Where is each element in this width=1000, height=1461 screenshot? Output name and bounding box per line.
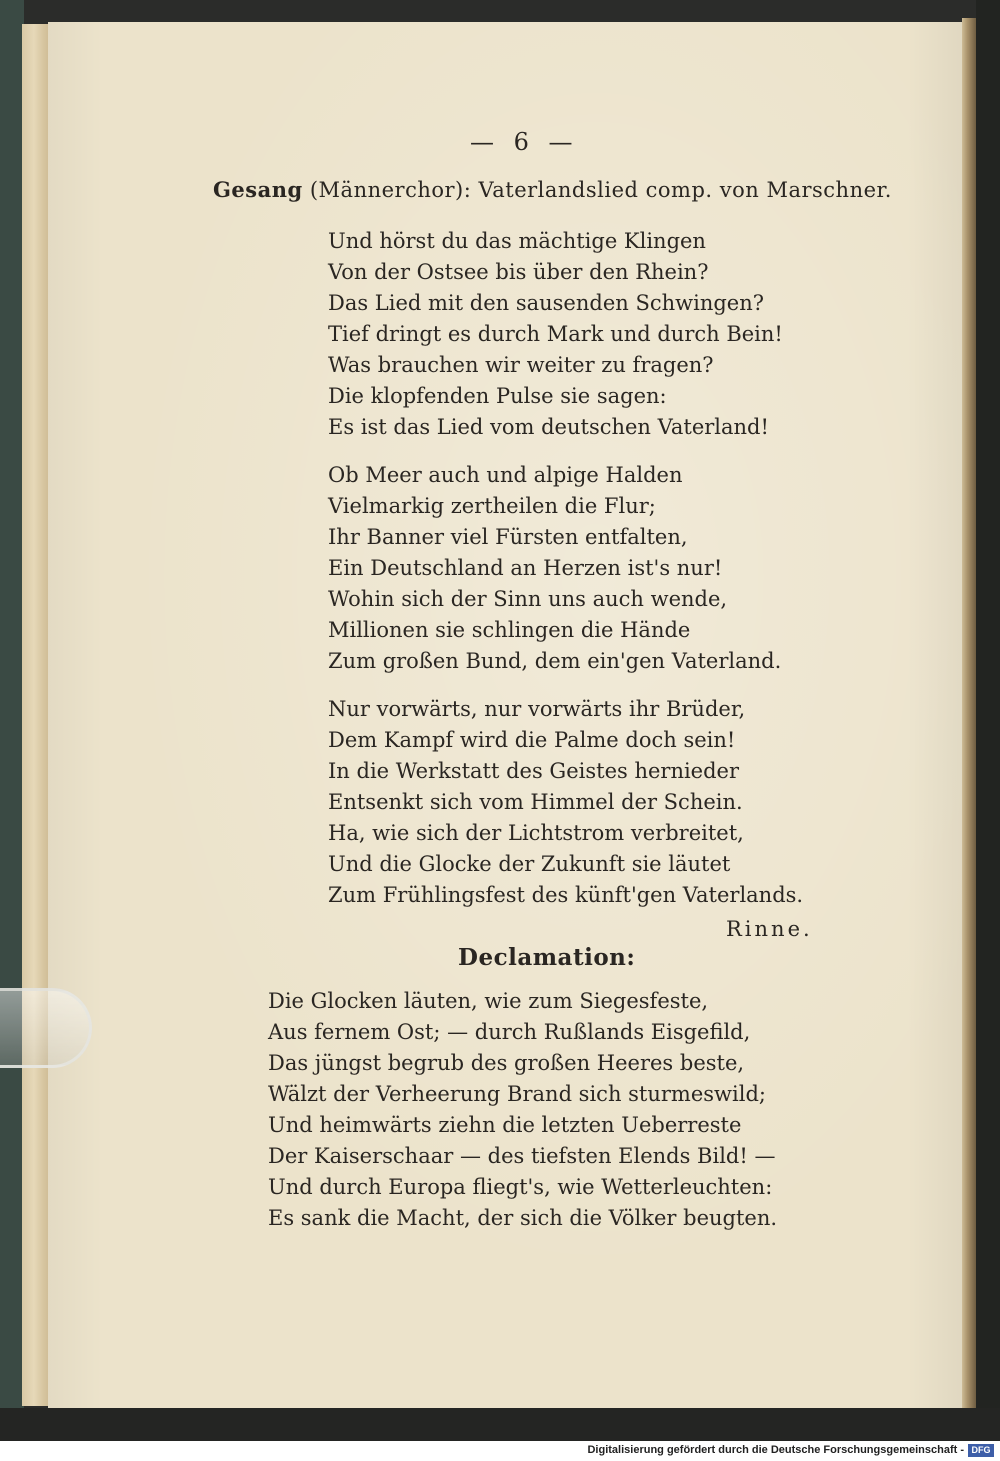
footer-credit: Digitalisierung gefördert durch die Deutsche Forschungsgemeinschaft - (587, 1444, 964, 1456)
song-heading-bold: Gesang (213, 177, 303, 202)
verse-line: Vielmarkig zertheilen die Flur; (328, 494, 656, 518)
verse-line: Ob Meer auch und alpige Halden (328, 463, 683, 487)
declamation-text (268, 986, 777, 1234)
verse-line: Zum Frühlingsfest des künft'gen Vaterlands. (328, 883, 804, 907)
verse-line: Ein Deutschland an Herzen ist's nur! (328, 556, 723, 580)
verse-line: Von der Ostsee bis über den Rhein? (328, 260, 709, 284)
stanza-1 (328, 226, 783, 443)
verse-line: Und durch Europa fliegt's, wie Wetterleuchten: (268, 1175, 773, 1199)
verse-line: Wälzt der Verheerung Brand sich sturmeswild; (268, 1082, 766, 1106)
stanza-3 (328, 694, 803, 911)
scanner-left-edge (0, 0, 24, 1441)
verse-line: Aus fernem Ost; — durch Rußlands Eisgefild, (268, 1020, 751, 1044)
verse-line: Millionen sie schlingen die Hände (328, 618, 691, 642)
author-name: Rinne. (726, 917, 813, 941)
verse-line: Tief dringt es durch Mark und durch Bein! (328, 322, 783, 346)
verse-line: Das jüngst begrub des großen Heeres beste, (268, 1051, 745, 1075)
stanza-2 (328, 460, 781, 677)
declamation-heading: Declamation: (458, 944, 636, 971)
verse-line: Der Kaiserschaar — des tiefsten Elends Bild! — (268, 1144, 776, 1168)
verse-line: Wohin sich der Sinn uns auch wende, (328, 587, 728, 611)
book-gutter (962, 18, 976, 1410)
verse-line: In die Werkstatt des Geistes hernieder (328, 759, 740, 783)
verse-line: Entsenkt sich vom Himmel der Schein. (328, 790, 743, 814)
verse-line: Was brauchen wir weiter zu fragen? (328, 353, 714, 377)
verse-line: Ha, wie sich der Lichtstrom verbreitet, (328, 821, 744, 845)
verse-line: Und hörst du das mächtige Klingen (328, 229, 706, 253)
verse-line: Die Glocken läuten, wie zum Siegesfeste, (268, 989, 709, 1013)
page-number: — 6 — (470, 128, 579, 156)
song-heading-rest: (Männerchor): Vaterlandslied comp. von Marschner. (302, 178, 892, 202)
verse-line: Dem Kampf wird die Palme doch sein! (328, 728, 736, 752)
dfg-logo: DFG (968, 1444, 994, 1457)
verse-line: Und die Glocke der Zukunft sie läutet (328, 852, 731, 876)
scanner-bottom-edge (0, 1408, 1000, 1441)
verse-line: Nur vorwärts, nur vorwärts ihr Brüder, (328, 697, 746, 721)
verse-line: Die klopfenden Pulse sie sagen: (328, 384, 667, 408)
verse-line: Ihr Banner viel Fürsten entfalten, (328, 525, 688, 549)
verse-line: Zum großen Bund, dem ein'gen Vaterland. (328, 649, 782, 673)
verse-line: Es sank die Macht, der sich die Völker beugten. (268, 1206, 778, 1230)
page-clip (0, 988, 92, 1068)
verse-line: Und heimwärts ziehn die letzten Ueberreste (268, 1113, 742, 1137)
scanner-right-edge (976, 0, 1000, 1441)
verse-line: Es ist das Lied vom deutschen Vaterland! (328, 415, 769, 439)
verse-line: Das Lied mit den sausenden Schwingen? (328, 291, 764, 315)
song-heading (213, 177, 892, 202)
